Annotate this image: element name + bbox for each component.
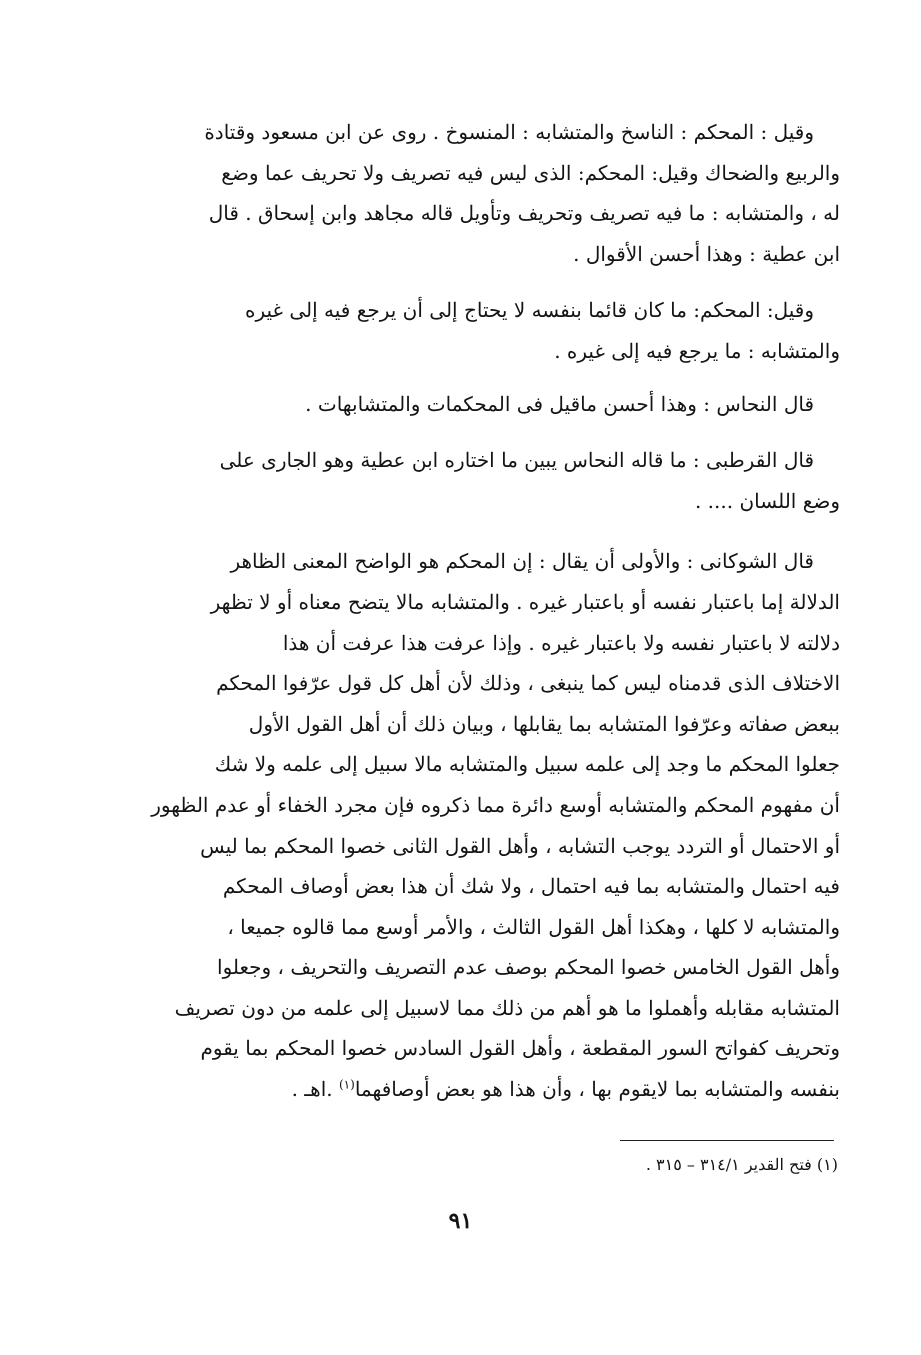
text-line: المتشابه مقابله وأهملوا ما هو أهم من ذلك مما لاسبيل إلى علمه من دون تصريف xyxy=(174,995,840,1020)
paragraph-1 xyxy=(132,112,840,274)
footnote-reference[interactable]: (١) xyxy=(338,1077,355,1092)
text-line: والمتشابه : ما يرجع فيه إلى غيره . xyxy=(554,338,840,363)
text-line: وقيل : المحكم : الناسخ والمتشابه : المنسوخ . روى عن ابن مسعود وقتادة xyxy=(204,120,814,144)
text-line: قال النحاس : وهذا أحسن ماقيل فى المحكمات والمتشابهات . xyxy=(305,391,814,416)
text-line: الدلالة إما باعتبار نفسه أو باعتبار غيره . والمتشابه مالا يتضح معناه أو لا تظهر xyxy=(210,589,840,614)
text-line-content: بنفسه والمتشابه بما لايقوم بها ، وأن هذا هو بعض أوصافهما xyxy=(354,1077,840,1102)
text-line: قال القرطبى : ما قاله النحاس يبين ما اختاره ابن عطية وهو الجارى على xyxy=(219,448,814,473)
paragraph-3 xyxy=(132,384,840,425)
text-line: وضع اللسان .... . xyxy=(694,488,840,513)
paragraph-4 xyxy=(132,440,840,521)
text-line: وأهل القول الخامس خصوا المحكم بوصف عدم التصريف والتحريف ، وجعلوا xyxy=(217,955,840,980)
page-number: ٩١ xyxy=(448,1208,473,1234)
main-text xyxy=(132,112,840,1110)
footnote-divider xyxy=(620,1140,834,1141)
text-line: وتحريف كفواتح السور المقطعة ، وأهل القول السادس خصوا المحكم بما يقوم xyxy=(200,1036,840,1061)
text-line: وقيل: المحكم: ما كان قائما بنفسه لا يحتاج إلى أن يرجع فيه إلى غيره xyxy=(244,298,814,323)
text-line: ابن عطية : وهذا أحسن الأقوال . xyxy=(573,241,840,266)
paragraph-2 xyxy=(132,290,840,371)
text-line: فيه احتمال والمتشابه بما فيه احتمال ، ولا شك أن هذا بعض أوصاف المحكم xyxy=(222,874,840,899)
text-line: أن مفهوم المحكم والمتشابه أوسع دائرة مما ذكروه فإن مجرد الخفاء أو عدم الظهور xyxy=(151,792,840,817)
text-line: والربيع والضحاك وقيل: المحكم: الذى ليس فيه تصريف ولا تحريف عما وضع xyxy=(221,160,840,185)
text-line: الاختلاف الذى قدمناه ليس كما ينبغى ، وذلك لأن أهل كل قول عرّفوا المحكم xyxy=(216,671,840,696)
text-line-suffix: .اهـ . xyxy=(291,1077,339,1102)
text-line: قال الشوكانى : والأولى أن يقال : إن المحكم هو الواضح المعنى الظاهر xyxy=(230,549,814,574)
text-line: دلالته لا باعتبار نفسه ولا باعتبار غيره . وإذا عرفت هذا عرفت أن هذا xyxy=(282,630,840,655)
text-line: والمتشابه لا كلها ، وهكذا أهل القول الثالث ، والأمر أوسع مما قالوه جميعا ، xyxy=(227,914,840,939)
text-line-last xyxy=(132,1069,840,1110)
text-line: جعلوا المحكم ما وجد إلى علمه سبيل والمتشابه مالا سبيل إلى علمه ولا شك xyxy=(214,752,840,777)
paragraph-5 xyxy=(132,541,840,1109)
text-line: أو الاحتمال أو التردد يوجب التشابه ، وأهل القول الثانى خصوا المحكم بما ليس xyxy=(200,833,840,858)
text-line: ببعض صفاته وعرّفوا المتشابه بما يقابلها ، وبيان ذلك أن أهل القول الأول xyxy=(248,711,840,736)
text-line: له ، والمتشابه : ما فيه تصريف وتحريف وتأويل قاله مجاهد وابن إسحاق . قال xyxy=(208,201,840,226)
footnote: (١) فتح القدير ٣١٤/١ – ٣١٥ . xyxy=(645,1155,838,1174)
